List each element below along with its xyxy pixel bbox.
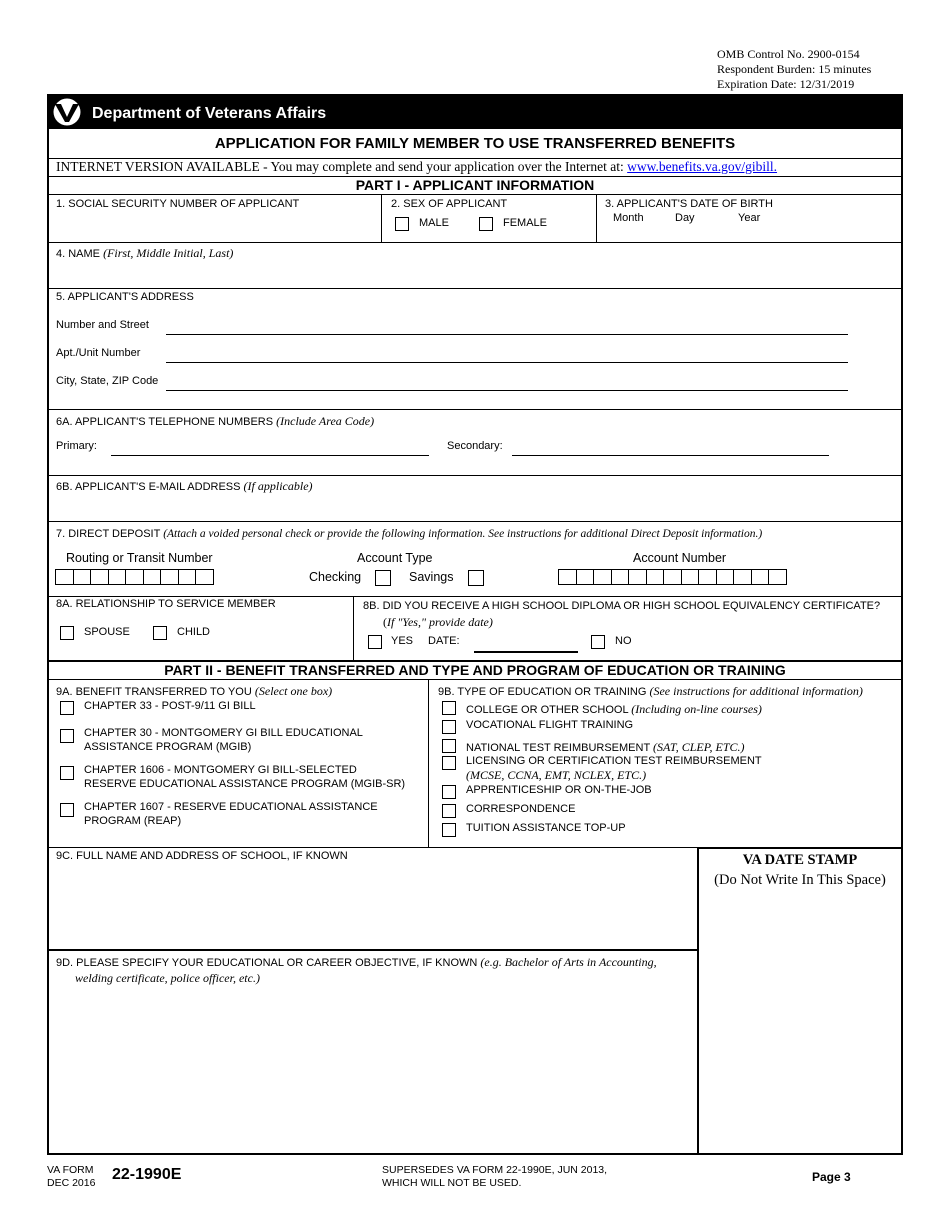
email-label: 6B. APPLICANT'S E-MAIL ADDRESS (If applicable) [56,479,313,493]
licensing-checkbox[interactable] [442,756,456,770]
flight-label: VOCATIONAL FLIGHT TRAINING [466,719,634,731]
education-type-label: 9B. TYPE OF EDUCATION OR TRAINING (See instructions for additional information) [438,684,863,698]
school-field[interactable] [48,866,697,948]
date-stamp-title: VA DATE STAMP [742,852,858,868]
child-checkbox[interactable] [153,626,167,640]
spouse-checkbox[interactable] [60,626,74,640]
ch1607-label: CHAPTER 1607 - RESERVE EDUCATIONAL ASSISTANCE PROGRAM (REAP) [84,801,378,827]
account-type-label: Account Type [357,551,433,565]
flight-checkbox[interactable] [442,720,456,734]
diploma-date-field[interactable] [474,651,578,653]
benefit-label: 9A. BENEFIT TRANSFERRED TO YOU (Select one box) [56,684,333,698]
ch1607-checkbox[interactable] [60,803,74,817]
dob-year: Year [738,212,761,224]
apprenticeship-label: APPRENTICESHIP OR ON-THE-JOB [466,784,652,796]
email-field[interactable] [48,492,902,520]
omb-burden: Respondent Burden: 15 minutes [717,62,872,76]
diploma-no-label: NO [615,635,632,647]
ch1606-label: CHAPTER 1606 - MONTGOMERY GI BILL-SELECTED RESERVE EDUCATIONAL ASSISTANCE PROGRAM (MGIB-SR) [84,764,406,790]
street-label: Number and Street [56,319,149,331]
child-label: CHILD [177,626,211,638]
direct-deposit-label: 7. DIRECT DEPOSIT (Attach a voided personal check or provide the following information. See instructions for additional Direct Deposit information.) [56,528,763,540]
phone-label: 6A. APPLICANT'S TELEPHONE NUMBERS (Include Area Code) [56,414,375,428]
part2-title: PART II - BENEFIT TRANSFERRED AND TYPE AND PROGRAM OF EDUCATION OR TRAINING [164,662,786,678]
internet-link[interactable]: www.benefits.va.gov/gibill. [627,159,778,174]
footer-page: Page 3 [812,1170,851,1184]
college-label: COLLEGE OR OTHER SCHOOL (Including on-line courses) [466,702,762,716]
date-stamp-box [697,847,903,1155]
ch1606-checkbox[interactable] [60,766,74,780]
address-label: 5. APPLICANT'S ADDRESS [56,291,194,303]
college-checkbox[interactable] [442,701,456,715]
footer-form-number: 22-1990E [112,1166,182,1183]
apprenticeship-checkbox[interactable] [442,785,456,799]
ch33-label: CHAPTER 33 - POST-9/11 GI BILL [84,700,256,712]
objective-label: 9D. PLEASE SPECIFY YOUR EDUCATIONAL OR CAREER OBJECTIVE, IF KNOWN (e.g. Bachelor of Arts in Accounting, welding certificate, police officer, etc.) [56,955,657,985]
sex-label: 2. SEX OF APPLICANT [391,198,508,210]
objective-field[interactable] [48,986,697,1152]
tuition-checkbox[interactable] [442,823,456,837]
account-number-label: Account Number [633,551,727,565]
name-label: 4. NAME (First, Middle Initial, Last) [56,246,234,260]
national-test-checkbox[interactable] [442,739,456,753]
checking-label: Checking [309,570,362,584]
dob-day: Day [675,212,695,224]
city-field[interactable] [166,390,848,391]
dob-month: Month [613,212,644,224]
female-checkbox[interactable] [479,217,493,231]
ch30-label: CHAPTER 30 - MONTGOMERY GI BILL EDUCATIONAL ASSISTANCE PROGRAM (MGIB) [84,727,363,753]
primary-label: Primary: [56,440,97,452]
omb-control: OMB Control No. 2900-0154 [717,47,860,61]
secondary-label: Secondary: [447,440,503,452]
header-bar [47,94,903,129]
footer-supersedes: SUPERSEDES VA FORM 22-1990E, JUN 2013, WHICH WILL NOT BE USED. [382,1164,608,1189]
licensing-label: LICENSING OR CERTIFICATION TEST REIMBURSEMENT (MCSE, CCNA, EMT, NCLEX, ETC.) [466,755,762,782]
account-number-field[interactable] [558,569,786,586]
diploma-yes-label: YES [391,635,414,647]
savings-label: Savings [409,570,454,584]
ssn-label: 1. SOCIAL SECURITY NUMBER OF APPLICANT [56,198,300,210]
agency-name: Department of Veterans Affairs [92,105,327,122]
diploma-yes-checkbox[interactable] [368,635,382,649]
male-label: MALE [419,217,449,229]
part1-title: PART I - APPLICANT INFORMATION [355,177,595,193]
routing-number-field[interactable] [55,569,213,586]
city-label: City, State, ZIP Code [56,375,159,387]
savings-checkbox[interactable] [468,570,484,586]
apt-label: Apt./Unit Number [56,347,141,359]
male-checkbox[interactable] [395,217,409,231]
omb-block [717,47,871,92]
diploma-date-label: DATE: [428,635,460,647]
school-label: 9C. FULL NAME AND ADDRESS OF SCHOOL, IF KNOWN [56,850,348,862]
name-field[interactable] [48,258,902,288]
relationship-label: 8A. RELATIONSHIP TO SERVICE MEMBER [56,598,276,610]
diploma-label: 8B. DID YOU RECEIVE A HIGH SCHOOL DIPLOMA OR HIGH SCHOOL EQUIVALENCY CERTIFICATE? [363,600,881,612]
omb-expiration: Expiration Date: 12/31/2019 [717,77,855,91]
street-field[interactable] [166,334,848,335]
secondary-phone-field[interactable] [512,455,829,456]
spouse-label: SPOUSE [84,626,130,638]
internet-text: INTERNET VERSION AVAILABLE - You may complete and send your application over the Internet at: [56,159,628,174]
apt-field[interactable] [166,362,848,363]
primary-phone-field[interactable] [111,455,429,456]
date-stamp-sub: (Do Not Write In This Space) [714,872,886,888]
national-test-label: NATIONAL TEST REIMBURSEMENT (SAT, CLEP, ETC.) [466,740,745,754]
form-title: APPLICATION FOR FAMILY MEMBER TO USE TRANSFERRED BENEFITS [214,135,736,152]
internet-notice [56,159,777,175]
female-label: FEMALE [503,217,548,229]
va-logo-icon [49,97,85,127]
diploma-hint: (If "Yes," provide date) [383,615,493,629]
routing-label: Routing or Transit Number [66,551,213,565]
footer-form-id: VA FORM DEC 2016 [47,1164,96,1189]
correspondence-checkbox[interactable] [442,804,456,818]
ch30-checkbox[interactable] [60,729,74,743]
checking-checkbox[interactable] [375,570,391,586]
tuition-label: TUITION ASSISTANCE TOP-UP [466,822,626,834]
diploma-no-checkbox[interactable] [591,635,605,649]
ch33-checkbox[interactable] [60,701,74,715]
correspondence-label: CORRESPONDENCE [466,803,576,815]
dob-label: 3. APPLICANT'S DATE OF BIRTH [605,198,773,210]
